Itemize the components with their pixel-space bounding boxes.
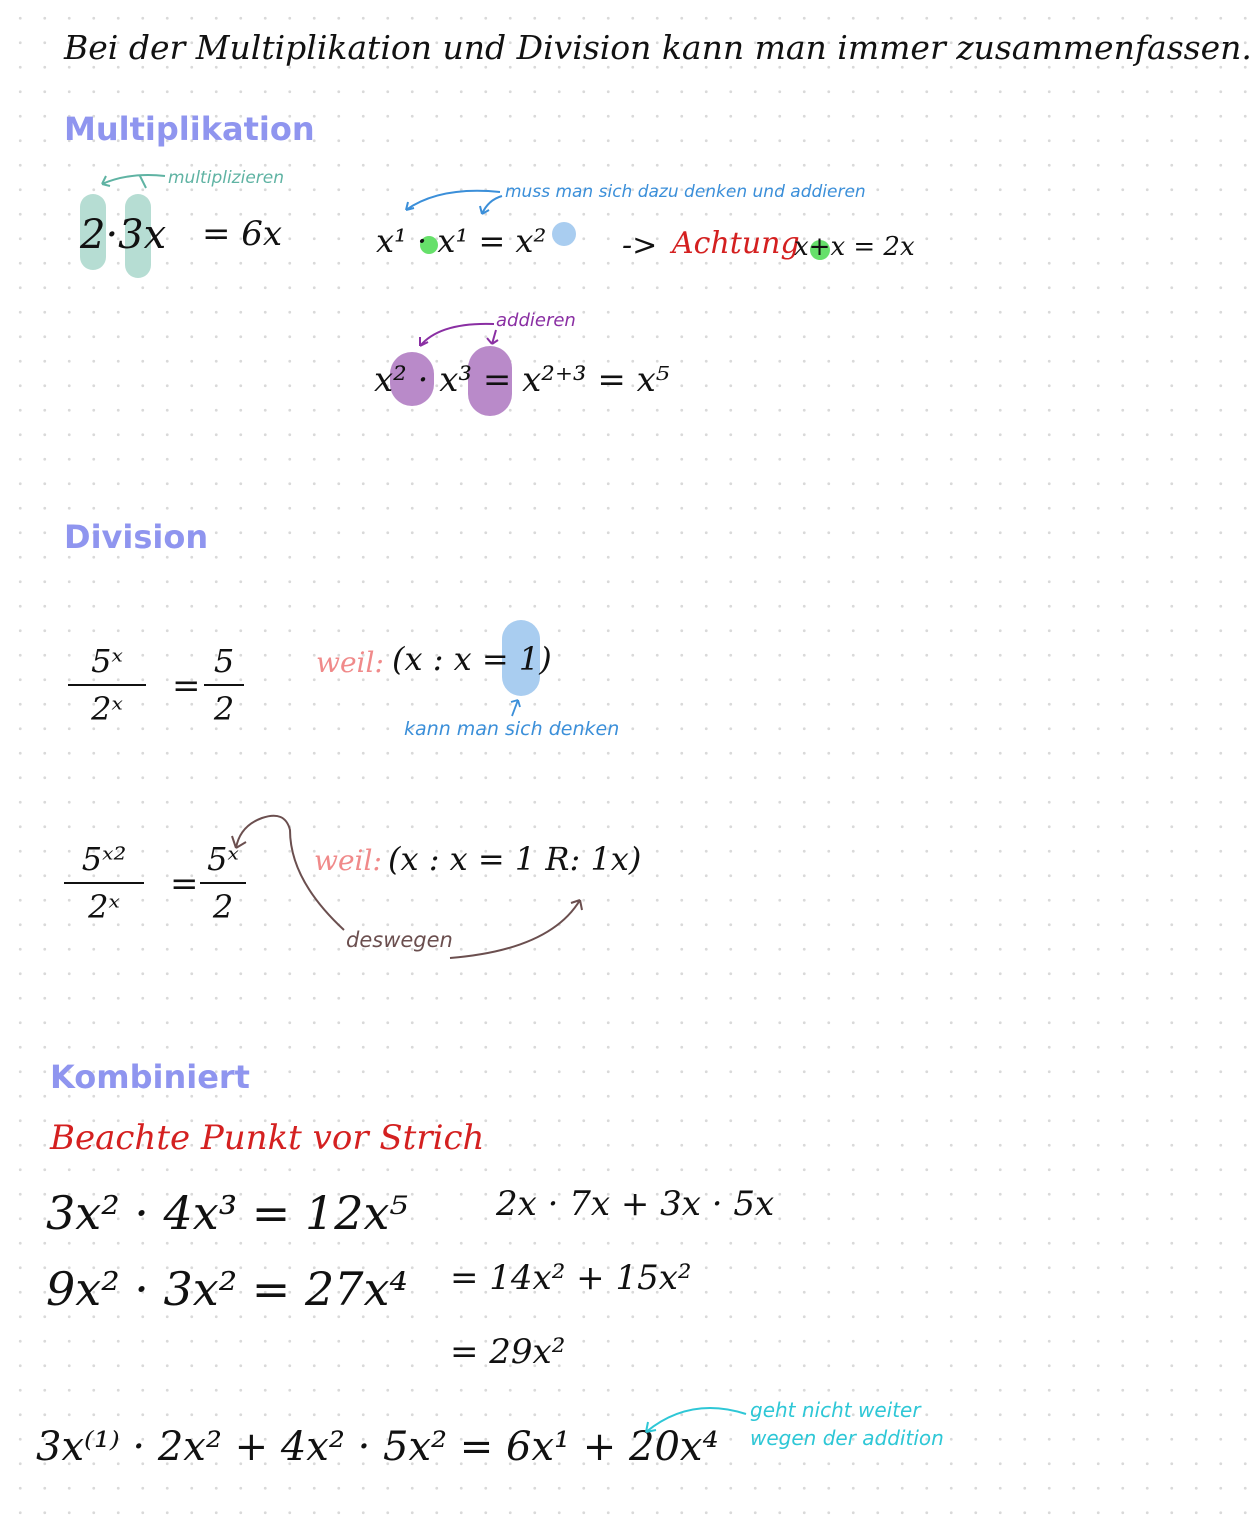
komb-line-2: 9x² · 3x² = 27x⁴: [46, 1262, 408, 1316]
komb-right-3: = 29x²: [450, 1332, 566, 1372]
fraction-2-result-numerator: 5ˣ: [207, 840, 239, 878]
arrow-dazu-2: [480, 196, 502, 214]
annotation-multiplizieren: multiplizieren: [168, 168, 285, 188]
weil-label-2: weil:: [314, 844, 382, 877]
mult-example-2: x¹ · x¹ = x²: [376, 222, 547, 260]
equals-2: =: [170, 864, 199, 904]
achtung-label: Achtung: [672, 226, 800, 261]
arrow-deswegen-loop: [232, 816, 344, 930]
mult-example-3: x² · x³ = x²⁺³ = x⁵: [374, 360, 670, 400]
equals-1: =: [172, 666, 201, 706]
komb-right-1: 2x · 7x + 3x · 5x: [496, 1184, 775, 1224]
heading-multiplikation: Multiplikation: [64, 110, 315, 148]
annotation-geht-nicht-weiter: geht nicht weiter wegen der addition: [750, 1398, 944, 1450]
weil-explanation-1: (x : x = 1): [392, 640, 552, 678]
beachte-punkt-vor-strich: Beachte Punkt vor Strich: [50, 1118, 485, 1158]
intro-text: Bei der Multiplikation und Division kann man immer zusammenfassen.: [64, 28, 1252, 67]
fraction-2-result-denominator: 2: [212, 888, 234, 926]
arrow-addieren-2: [487, 330, 498, 344]
fraction-1-denominator: 2ˣ: [91, 690, 123, 728]
komb-right-2: = 14x² + 15x²: [450, 1258, 692, 1298]
annotation-deswegen: deswegen: [346, 928, 453, 952]
arrow-deswegen: [450, 900, 582, 958]
annotation-dazu-denken: muss man sich dazu denken und addieren: [505, 182, 866, 202]
mult-example-1-right: = 6x: [202, 214, 283, 254]
fraction-1-numerator: 5ˣ: [91, 642, 123, 680]
weil-explanation-2: (x : x = 1 R: 1x): [388, 840, 642, 878]
mult-example-1-left: 2·3x: [80, 212, 167, 258]
mult-example-2b: x+x = 2x: [794, 232, 915, 262]
fraction-2-numerator: 5ˣ²: [81, 840, 127, 878]
arrow-geht-nicht-weiter: [646, 1408, 746, 1432]
fraction-1-result-numerator: 5: [213, 642, 235, 680]
komb-last-line: 3x⁽¹⁾ · 2x² + 4x² · 5x² = 6x¹ + 20x⁴: [36, 1424, 719, 1470]
heading-division: Division: [64, 518, 209, 556]
arrow-multiplizieren: [102, 175, 165, 188]
fraction-2-denominator: 2ˣ: [88, 888, 120, 926]
arrow-denken: [511, 700, 520, 716]
weil-label-1: weil:: [316, 646, 384, 679]
annotation-addieren: addieren: [496, 310, 576, 331]
komb-line-1: 3x² · 4x³ = 12x⁵: [46, 1186, 408, 1240]
heading-kombiniert: Kombiniert: [50, 1058, 250, 1096]
arrow-addieren-1: [420, 324, 494, 346]
fraction-1-result-denominator: 2: [213, 690, 235, 728]
annotation-kann-man-sich-denken: kann man sich denken: [404, 718, 620, 740]
arrow-text: ->: [622, 228, 658, 263]
